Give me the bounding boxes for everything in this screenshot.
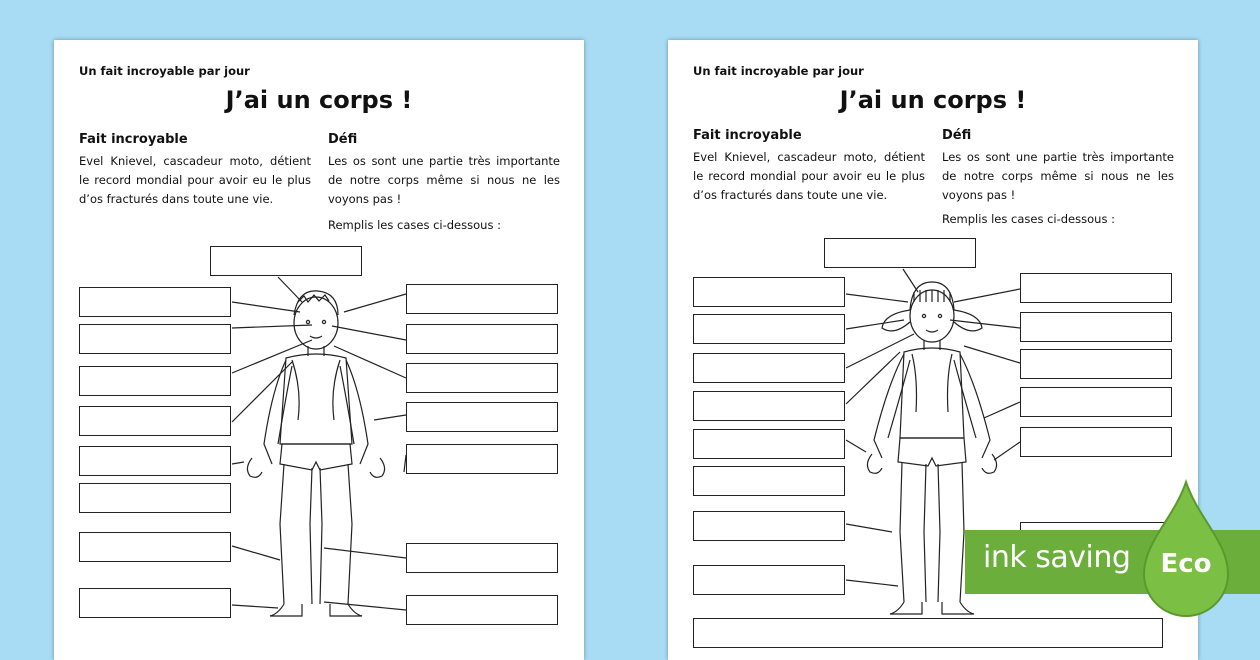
challenge-text: Les os sont une partie très importante de notre corps même si nous ne les voyons pas ! [328,154,560,206]
answer-box[interactable] [693,391,845,421]
answer-box[interactable] [1020,312,1172,342]
answer-box[interactable] [693,618,1163,648]
answer-box[interactable] [693,511,845,541]
instruction-text: Remplis les cases ci-dessous : [942,212,1115,226]
instruction-text: Remplis les cases ci-dessous : [328,218,501,232]
worksheet-left [54,40,584,660]
answer-box[interactable] [406,402,558,432]
answer-box[interactable] [406,543,558,573]
answer-box[interactable] [79,324,231,354]
answer-box[interactable] [79,588,231,618]
challenge-heading: Défi [942,128,972,143]
answer-box[interactable] [1020,273,1172,303]
worksheet-kicker: Un fait incroyable par jour [79,64,250,78]
challenge-heading: Défi [328,132,358,147]
answer-box[interactable] [79,366,231,396]
answer-box[interactable] [693,353,845,383]
fact-text: Evel Knievel, cascadeur moto, détient le record mondial pour avoir eu le plus d’os fracturés dans toute une vie. [693,150,925,202]
answer-box[interactable] [406,363,558,393]
worksheet-title: J’ai un corps ! [839,86,1027,114]
answer-box[interactable] [79,287,231,317]
answer-box[interactable] [79,483,231,513]
answer-box[interactable] [693,466,845,496]
answer-box[interactable] [406,324,558,354]
worksheet-title: J’ai un corps ! [225,86,413,114]
answer-box[interactable] [693,277,845,307]
answer-box[interactable] [406,444,558,474]
fact-heading: Fait incroyable [693,128,802,143]
answer-box[interactable] [1020,387,1172,417]
answer-box[interactable] [406,284,558,314]
fact-heading: Fait incroyable [79,132,188,147]
answer-box[interactable] [79,532,231,562]
answer-box[interactable] [824,238,976,268]
answer-box[interactable] [1020,427,1172,457]
answer-box[interactable] [79,446,231,476]
answer-box[interactable] [693,314,845,344]
challenge-text: Les os sont une partie très importante de notre corps même si nous ne les voyons pas ! [942,150,1174,202]
answer-box[interactable] [693,565,845,595]
answer-box[interactable] [79,406,231,436]
answer-box[interactable] [406,595,558,625]
eco-drop-label: Eco [1160,549,1212,579]
eco-drop-icon [1140,478,1240,618]
answer-box[interactable] [210,246,362,276]
answer-box[interactable] [693,429,845,459]
fact-text: Evel Knievel, cascadeur moto, détient le record mondial pour avoir eu le plus d’os fracturés dans toute une vie. [79,154,311,206]
worksheet-kicker: Un fait incroyable par jour [693,64,864,78]
ink-saving-label: ink saving [983,540,1131,575]
answer-box[interactable] [1020,349,1172,379]
